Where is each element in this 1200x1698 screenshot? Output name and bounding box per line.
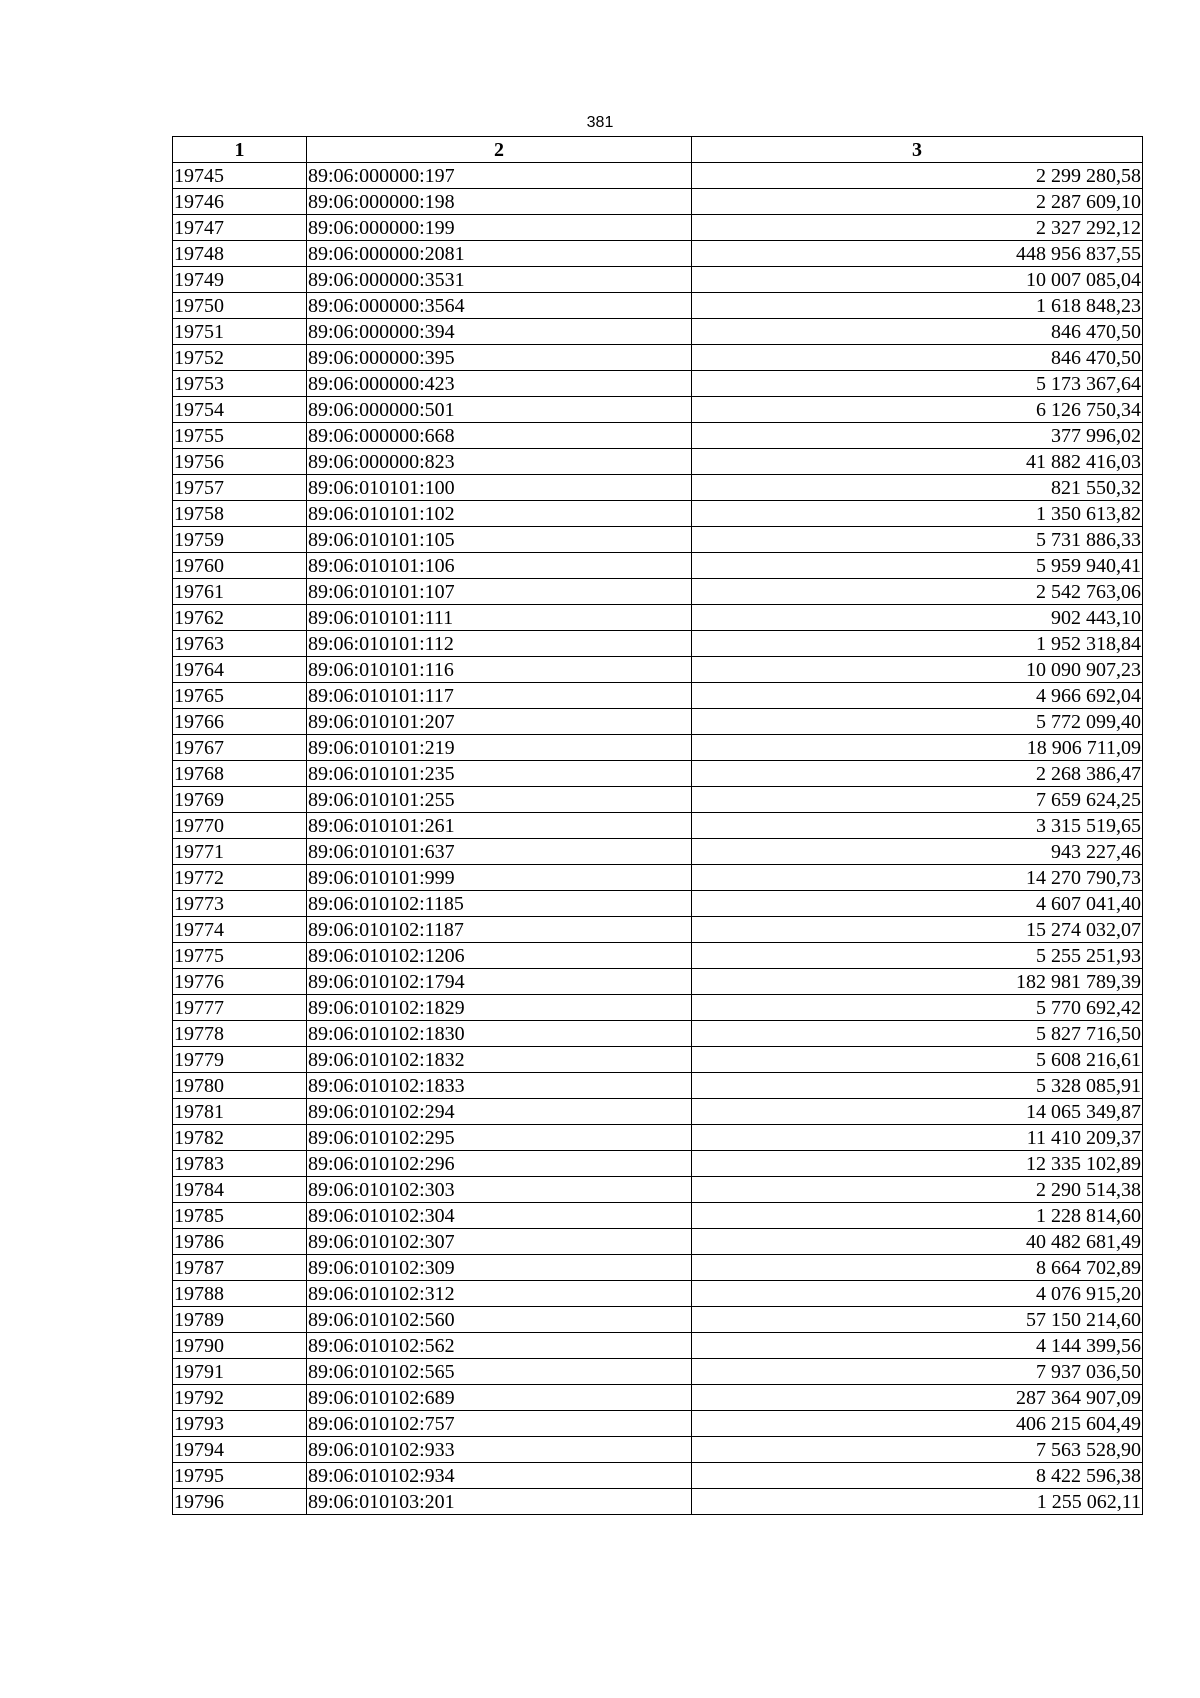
table-row [173,1151,1143,1177]
cadastral-value-cell: 846 470,50 [692,345,1143,371]
cadastral-value-cell: 448 956 837,55 [692,241,1143,267]
cadastral-value-cell: 1 952 318,84 [692,631,1143,657]
row-number-cell: 19788 [173,1281,307,1307]
row-number-cell: 19789 [173,1307,307,1333]
cadastral-number-cell: 89:06:010101:207 [307,709,692,735]
cadastral-value-cell: 1 255 062,11 [692,1489,1143,1515]
cadastral-number-cell: 89:06:010102:1832 [307,1047,692,1073]
cadastral-number-cell: 89:06:010101:107 [307,579,692,605]
row-number-cell: 19757 [173,475,307,501]
table-body [173,163,1143,1515]
row-number-cell: 19780 [173,1073,307,1099]
row-number-cell: 19777 [173,995,307,1021]
table-row [173,1203,1143,1229]
cadastral-value-cell: 1 350 613,82 [692,501,1143,527]
cadastral-value-cell: 846 470,50 [692,319,1143,345]
cadastral-number-cell: 89:06:010102:934 [307,1463,692,1489]
cadastral-value-cell: 5 731 886,33 [692,527,1143,553]
cadastral-number-cell: 89:06:010101:261 [307,813,692,839]
cadastral-number-cell: 89:06:010101:117 [307,683,692,709]
cadastral-value-cell: 7 937 036,50 [692,1359,1143,1385]
row-number-cell: 19748 [173,241,307,267]
row-number-cell: 19792 [173,1385,307,1411]
cadastral-number-cell: 89:06:000000:3531 [307,267,692,293]
cadastral-value-cell: 4 144 399,56 [692,1333,1143,1359]
table-row [173,241,1143,267]
cadastral-value-cell: 6 126 750,34 [692,397,1143,423]
cadastral-number-cell: 89:06:010102:1794 [307,969,692,995]
cadastral-value-cell: 8 664 702,89 [692,1255,1143,1281]
cadastral-value-cell: 8 422 596,38 [692,1463,1143,1489]
row-number-cell: 19760 [173,553,307,579]
row-number-cell: 19752 [173,345,307,371]
row-number-cell: 19766 [173,709,307,735]
cadastral-value-cell: 2 542 763,06 [692,579,1143,605]
table-row [173,579,1143,605]
table-row [173,839,1143,865]
cadastral-number-cell: 89:06:010101:235 [307,761,692,787]
row-number-cell: 19782 [173,1125,307,1151]
table-row [173,865,1143,891]
cadastral-value-cell: 5 173 367,64 [692,371,1143,397]
row-number-cell: 19794 [173,1437,307,1463]
table-row [173,397,1143,423]
table-row [173,267,1143,293]
cadastral-number-cell: 89:06:010101:111 [307,605,692,631]
column-header-2: 2 [307,137,692,163]
cadastral-value-cell: 1 618 848,23 [692,293,1143,319]
table-row [173,319,1143,345]
cadastral-value-cell: 377 996,02 [692,423,1143,449]
row-number-cell: 19764 [173,657,307,683]
table-row [173,189,1143,215]
cadastral-number-cell: 89:06:010102:757 [307,1411,692,1437]
row-number-cell: 19745 [173,163,307,189]
row-number-cell: 19754 [173,397,307,423]
table-row [173,1229,1143,1255]
cadastral-value-cell: 3 315 519,65 [692,813,1143,839]
cadastral-number-cell: 89:06:010101:102 [307,501,692,527]
cadastral-number-cell: 89:06:010102:296 [307,1151,692,1177]
cadastral-number-cell: 89:06:010102:307 [307,1229,692,1255]
cadastral-number-cell: 89:06:010101:255 [307,787,692,813]
table-row [173,813,1143,839]
cadastral-number-cell: 89:06:010102:560 [307,1307,692,1333]
cadastral-number-cell: 89:06:010101:116 [307,657,692,683]
table-row [173,163,1143,189]
row-number-cell: 19767 [173,735,307,761]
cadastral-number-cell: 89:06:010102:294 [307,1099,692,1125]
row-number-cell: 19786 [173,1229,307,1255]
cadastral-number-cell: 89:06:010102:295 [307,1125,692,1151]
table-row [173,683,1143,709]
cadastral-value-cell: 14 270 790,73 [692,865,1143,891]
row-number-cell: 19753 [173,371,307,397]
cadastral-number-cell: 89:06:010101:100 [307,475,692,501]
cadastral-number-cell: 89:06:000000:668 [307,423,692,449]
cadastral-number-cell: 89:06:010102:1187 [307,917,692,943]
cadastral-value-cell: 5 608 216,61 [692,1047,1143,1073]
row-number-cell: 19779 [173,1047,307,1073]
table-row [173,1125,1143,1151]
table-row [173,1021,1143,1047]
cadastral-number-cell: 89:06:010101:999 [307,865,692,891]
cadastral-number-cell: 89:06:000000:423 [307,371,692,397]
table-row [173,527,1143,553]
cadastral-number-cell: 89:06:010101:106 [307,553,692,579]
cadastral-value-cell: 4 607 041,40 [692,891,1143,917]
table-row [173,969,1143,995]
table-row [173,943,1143,969]
row-number-cell: 19772 [173,865,307,891]
row-number-cell: 19765 [173,683,307,709]
row-number-cell: 19773 [173,891,307,917]
table-row [173,1099,1143,1125]
table-row [173,995,1143,1021]
cadastral-number-cell: 89:06:010102:562 [307,1333,692,1359]
row-number-cell: 19796 [173,1489,307,1515]
cadastral-number-cell: 89:06:010102:1206 [307,943,692,969]
cadastral-number-cell: 89:06:010101:112 [307,631,692,657]
row-number-cell: 19747 [173,215,307,241]
table-row [173,1463,1143,1489]
cadastral-number-cell: 89:06:010102:303 [307,1177,692,1203]
cadastral-value-cell: 1 228 814,60 [692,1203,1143,1229]
cadastral-value-cell: 5 255 251,93 [692,943,1143,969]
row-number-cell: 19761 [173,579,307,605]
table-row [173,657,1143,683]
row-number-cell: 19793 [173,1411,307,1437]
cadastral-number-cell: 89:06:010103:201 [307,1489,692,1515]
cadastral-number-cell: 89:06:000000:3564 [307,293,692,319]
cadastral-value-cell: 5 827 716,50 [692,1021,1143,1047]
cadastral-number-cell: 89:06:000000:199 [307,215,692,241]
table-row [173,605,1143,631]
cadastral-number-cell: 89:06:010102:1185 [307,891,692,917]
row-number-cell: 19774 [173,917,307,943]
cadastral-number-cell: 89:06:010102:689 [307,1385,692,1411]
row-number-cell: 19785 [173,1203,307,1229]
table-row [173,917,1143,943]
cadastral-number-cell: 89:06:010102:1830 [307,1021,692,1047]
row-number-cell: 19749 [173,267,307,293]
column-header-3: 3 [692,137,1143,163]
cadastral-value-cell: 7 563 528,90 [692,1437,1143,1463]
row-number-cell: 19758 [173,501,307,527]
table-row [173,215,1143,241]
cadastral-number-cell: 89:06:000000:823 [307,449,692,475]
table-row [173,761,1143,787]
row-number-cell: 19750 [173,293,307,319]
row-number-cell: 19768 [173,761,307,787]
cadastral-value-cell: 2 290 514,38 [692,1177,1143,1203]
cadastral-number-cell: 89:06:010101:105 [307,527,692,553]
row-number-cell: 19759 [173,527,307,553]
row-number-cell: 19762 [173,605,307,631]
table-row [173,449,1143,475]
cadastral-value-cell: 2 299 280,58 [692,163,1143,189]
cadastral-value-cell: 2 287 609,10 [692,189,1143,215]
cadastral-value-cell: 821 550,32 [692,475,1143,501]
cadastral-value-cell: 4 966 692,04 [692,683,1143,709]
table-row [173,501,1143,527]
row-number-cell: 19775 [173,943,307,969]
cadastral-value-cell: 12 335 102,89 [692,1151,1143,1177]
cadastral-value-table [172,136,1143,1515]
table-row [173,1281,1143,1307]
cadastral-number-cell: 89:06:000000:2081 [307,241,692,267]
cadastral-value-cell: 40 482 681,49 [692,1229,1143,1255]
cadastral-value-cell: 11 410 209,37 [692,1125,1143,1151]
cadastral-number-cell: 89:06:010102:312 [307,1281,692,1307]
table-row [173,631,1143,657]
cadastral-number-cell: 89:06:000000:501 [307,397,692,423]
table-row [173,1047,1143,1073]
row-number-cell: 19769 [173,787,307,813]
table-row [173,1411,1143,1437]
header-row [173,137,1143,163]
table-row [173,293,1143,319]
table-row [173,1333,1143,1359]
cadastral-value-cell: 5 772 099,40 [692,709,1143,735]
row-number-cell: 19756 [173,449,307,475]
table-row [173,1359,1143,1385]
cadastral-value-cell: 14 065 349,87 [692,1099,1143,1125]
cadastral-value-cell: 10 007 085,04 [692,267,1143,293]
cadastral-number-cell: 89:06:010102:309 [307,1255,692,1281]
table-row [173,475,1143,501]
cadastral-value-cell: 2 268 386,47 [692,761,1143,787]
row-number-cell: 19770 [173,813,307,839]
cadastral-number-cell: 89:06:010102:1833 [307,1073,692,1099]
cadastral-value-cell: 2 327 292,12 [692,215,1143,241]
row-number-cell: 19778 [173,1021,307,1047]
table-row [173,371,1143,397]
cadastral-number-cell: 89:06:010101:637 [307,839,692,865]
column-header-1: 1 [173,137,307,163]
table-header [173,137,1143,163]
cadastral-value-cell: 943 227,46 [692,839,1143,865]
row-number-cell: 19751 [173,319,307,345]
cadastral-number-cell: 89:06:000000:395 [307,345,692,371]
cadastral-number-cell: 89:06:000000:197 [307,163,692,189]
cadastral-value-cell: 5 770 692,42 [692,995,1143,1021]
cadastral-value-cell: 5 328 085,91 [692,1073,1143,1099]
cadastral-value-cell: 182 981 789,39 [692,969,1143,995]
cadastral-number-cell: 89:06:010102:1829 [307,995,692,1021]
cadastral-number-cell: 89:06:000000:394 [307,319,692,345]
table-row [173,1255,1143,1281]
cadastral-value-cell: 7 659 624,25 [692,787,1143,813]
table-row [173,553,1143,579]
row-number-cell: 19791 [173,1359,307,1385]
table-row [173,709,1143,735]
cadastral-value-cell: 41 882 416,03 [692,449,1143,475]
cadastral-number-cell: 89:06:010102:933 [307,1437,692,1463]
table-row [173,891,1143,917]
table-row [173,1385,1143,1411]
row-number-cell: 19787 [173,1255,307,1281]
cadastral-number-cell: 89:06:010102:565 [307,1359,692,1385]
table-row [173,1437,1143,1463]
cadastral-value-cell: 406 215 604,49 [692,1411,1143,1437]
cadastral-value-cell: 902 443,10 [692,605,1143,631]
cadastral-value-cell: 57 150 214,60 [692,1307,1143,1333]
table-row [173,423,1143,449]
cadastral-value-cell: 4 076 915,20 [692,1281,1143,1307]
cadastral-number-cell: 89:06:000000:198 [307,189,692,215]
cadastral-value-cell: 5 959 940,41 [692,553,1143,579]
table-row [173,735,1143,761]
table-row [173,1073,1143,1099]
table-row [173,1489,1143,1515]
row-number-cell: 19783 [173,1151,307,1177]
table-row [173,1177,1143,1203]
table-row [173,345,1143,371]
cadastral-value-cell: 18 906 711,09 [692,735,1143,761]
table-row [173,787,1143,813]
row-number-cell: 19755 [173,423,307,449]
cadastral-value-cell: 10 090 907,23 [692,657,1143,683]
table-row [173,1307,1143,1333]
cadastral-number-cell: 89:06:010102:304 [307,1203,692,1229]
row-number-cell: 19781 [173,1099,307,1125]
row-number-cell: 19771 [173,839,307,865]
row-number-cell: 19763 [173,631,307,657]
cadastral-value-cell: 287 364 907,09 [692,1385,1143,1411]
row-number-cell: 19795 [173,1463,307,1489]
row-number-cell: 19746 [173,189,307,215]
row-number-cell: 19790 [173,1333,307,1359]
row-number-cell: 19776 [173,969,307,995]
cadastral-value-cell: 15 274 032,07 [692,917,1143,943]
page-number: 381 [586,114,614,131]
cadastral-number-cell: 89:06:010101:219 [307,735,692,761]
row-number-cell: 19784 [173,1177,307,1203]
